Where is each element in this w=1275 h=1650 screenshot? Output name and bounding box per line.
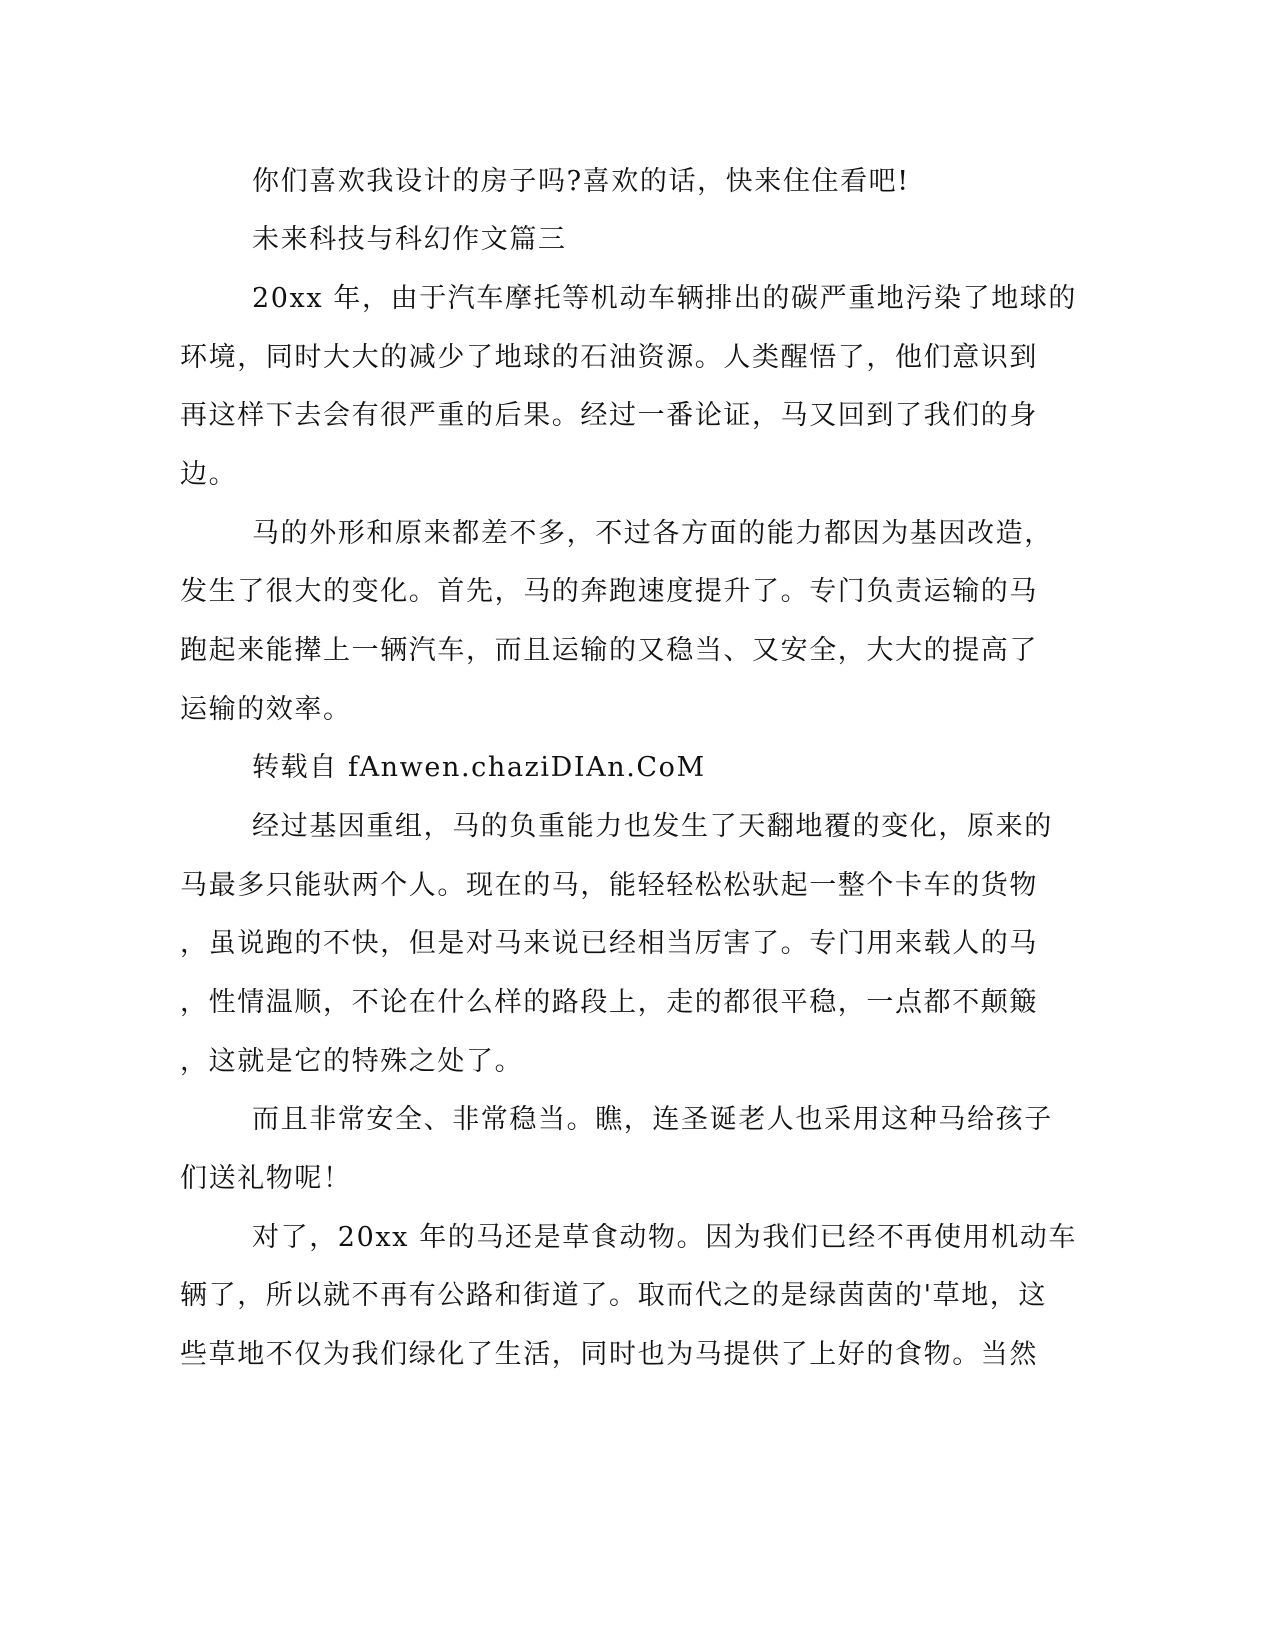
paragraph-line: 些草地不仅为我们绿化了生活，同时也为马提供了上好的食物。当然 (180, 1339, 1038, 1370)
paragraph-line: 马的外形和原来都差不多，不过各方面的能力都因为基因改造， (252, 518, 1053, 549)
paragraph-line: 们送礼物呢！ (180, 1163, 352, 1194)
paragraph-line: 20xx 年，由于汽车摩托等机动车辆排出的碳严重地污染了地球的 (252, 283, 1077, 314)
paragraph-line: ，这就是它的特殊之处了。 (180, 1046, 524, 1077)
paragraph-line: 马最多只能驮两个人。现在的马，能轻轻松松驮起一整个卡车的货物 (180, 870, 1038, 901)
section-heading: 未来科技与科幻作文篇三 (252, 224, 567, 255)
paragraph-line: 发生了很大的变化。首先，马的奔跑速度提升了。专门负责运输的马 (180, 576, 1038, 607)
paragraph-line: 对了，20xx 年的马还是草食动物。因为我们已经不再使用机动车 (252, 1222, 1077, 1253)
source-note: 转载自 fAnwen.chaziDIAn.CoM (252, 752, 706, 783)
paragraph-line: 经过基因重组，马的负重能力也发生了天翻地覆的变化，原来的 (252, 811, 1053, 842)
paragraph-line: 辆了，所以就不再有公路和街道了。取而代之的是绿茵茵的'草地，这 (180, 1280, 1048, 1311)
paragraph-line: ，性情温顺，不论在什么样的路段上，走的都很平稳，一点都不颠簸 (180, 987, 1038, 1018)
paragraph-line: 边。 (180, 459, 238, 490)
paragraph-line: 你们喜欢我设计的房子吗?喜欢的话，快来住住看吧! (252, 166, 910, 197)
paragraph-line: 跑起来能撵上一辆汽车，而且运输的又稳当、又安全，大大的提高了 (180, 635, 1038, 666)
paragraph-line: 而且非常安全、非常稳当。瞧，连圣诞老人也采用这种马给孩子 (252, 1104, 1053, 1135)
paragraph-line: 环境，同时大大的减少了地球的石油资源。人类醒悟了，他们意识到 (180, 342, 1038, 373)
paragraph-line: ，虽说跑的不快，但是对马来说已经相当厉害了。专门用来载人的马 (180, 928, 1038, 959)
paragraph-line: 再这样下去会有很严重的后果。经过一番论证，马又回到了我们的身 (180, 400, 1038, 431)
paragraph-line: 运输的效率。 (180, 694, 352, 725)
